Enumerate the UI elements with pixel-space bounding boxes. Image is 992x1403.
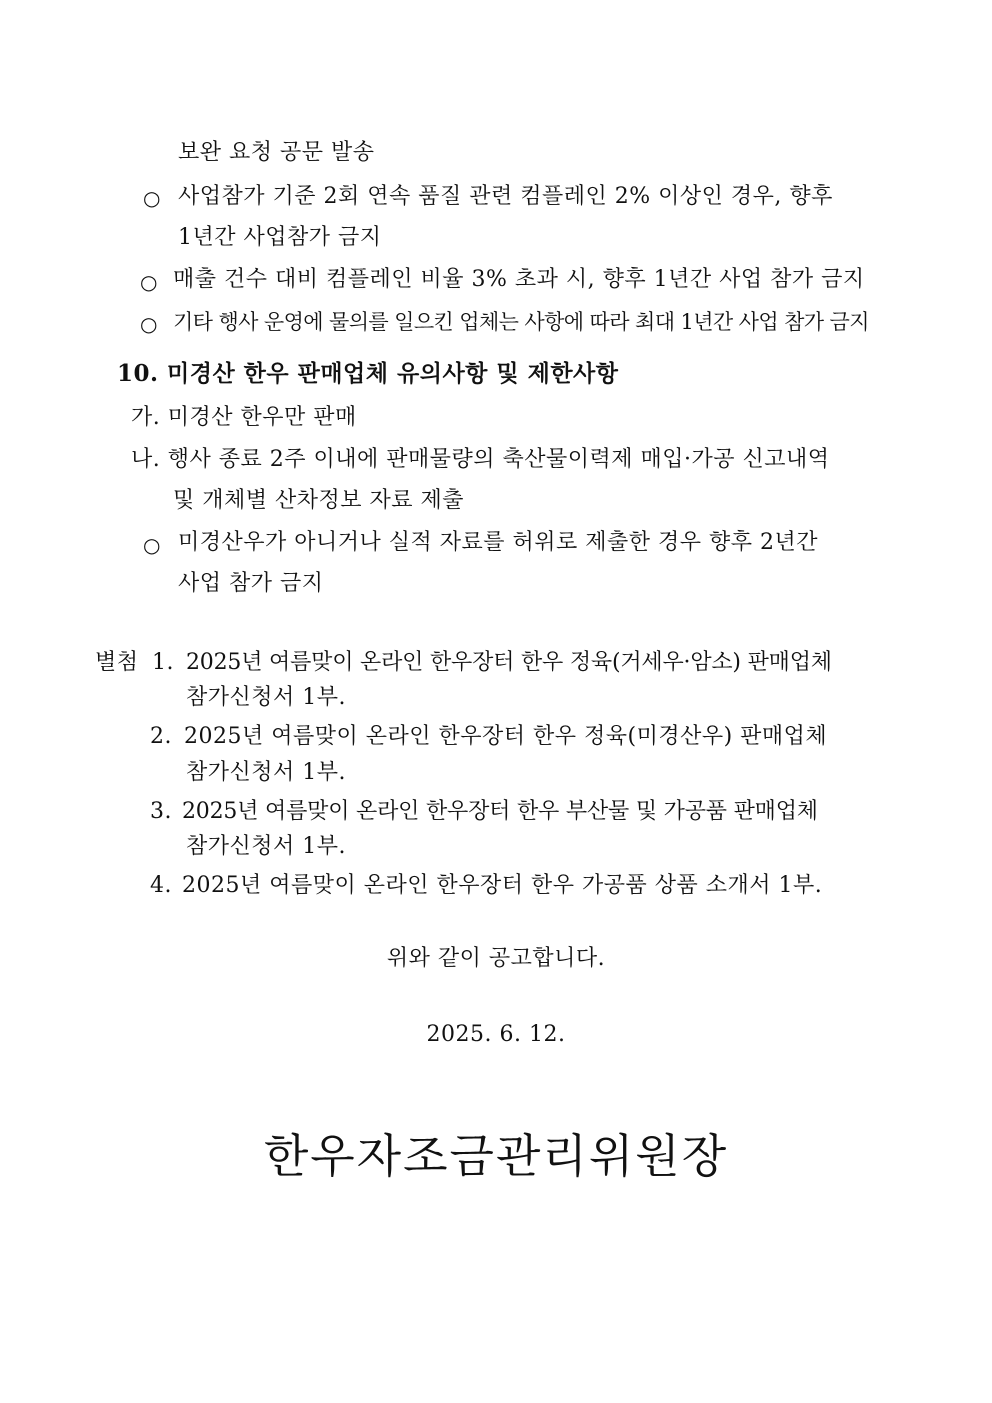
- closing-statement: 위와 같이 공고합니다.: [386, 946, 606, 971]
- document-date: 2025. 6. 12.: [426, 1022, 566, 1047]
- bullet-circle: ○: [140, 312, 158, 336]
- attachment-number: 4.: [150, 873, 172, 898]
- bullet-text-line1: [178, 182, 897, 212]
- bullet-text-line2: 사업 참가 금지: [178, 571, 324, 596]
- attachment-line2: 참가신청서 1부.: [186, 685, 346, 710]
- bullet-text: 기타 행사 운영에 물의를 일으킨 업체는 사항에 따라 최대 1년간 사업 참가 금지: [173, 310, 869, 334]
- item-na-line2: 및 개체별 산차정보 자료 제출: [173, 488, 464, 513]
- bullet-text-line1: 미경산우가 아니거나 실적 자료를 허위로 제출한 경우 향후 2년간: [178, 530, 818, 555]
- continuation-text: 보완 요청 공문 발송: [178, 140, 375, 165]
- bullet-circle: ○: [143, 186, 161, 210]
- attachment-number: 1.: [152, 650, 174, 675]
- attachment-line1: 2025년 여름맞이 온라인 한우장터 한우 부산물 및 가공품 판매업체: [182, 799, 818, 824]
- attachment-number: 2.: [150, 724, 172, 749]
- bullet-text-line2: 1년간 사업참가 금지: [178, 225, 382, 250]
- bullet-circle: ○: [143, 533, 161, 557]
- item-na-line1: 나. 행사 종료 2주 이내에 판매물량의 축산물이력제 매입·가공 신고내역: [131, 447, 830, 472]
- bullet-text: 사업참가 기준 2회 연속 품질 관련 컴플레인 2% 이상인 경우, 향후: [178, 184, 833, 209]
- attachment-line2: 참가신청서 1부.: [186, 760, 346, 785]
- section-heading: 10. 미경산 한우 판매업체 유의사항 및 제한사항: [117, 360, 619, 387]
- attachment-number: 3.: [150, 799, 172, 824]
- item-ga: 가. 미경산 한우만 판매: [131, 405, 357, 430]
- bullet-circle: ○: [140, 270, 158, 294]
- attachment-line1: 2025년 여름맞이 온라인 한우장터 한우 정육(미경산우) 판매업체: [184, 724, 828, 749]
- attachment-line1: 2025년 여름맞이 온라인 한우장터 한우 가공품 상품 소개서 1부.: [182, 873, 823, 898]
- attachments-label: 별첨: [95, 650, 139, 675]
- issuer-signature: 한우자조금관리위원장: [263, 1129, 729, 1183]
- bullet-text: 매출 건수 대비 컴플레인 비율 3% 초과 시, 향후 1년간 사업 참가 금지: [173, 267, 865, 292]
- attachment-line1: 2025년 여름맞이 온라인 한우장터 한우 정육(거세우·암소) 판매업체: [186, 650, 832, 675]
- attachment-line2: 참가신청서 1부.: [186, 834, 346, 859]
